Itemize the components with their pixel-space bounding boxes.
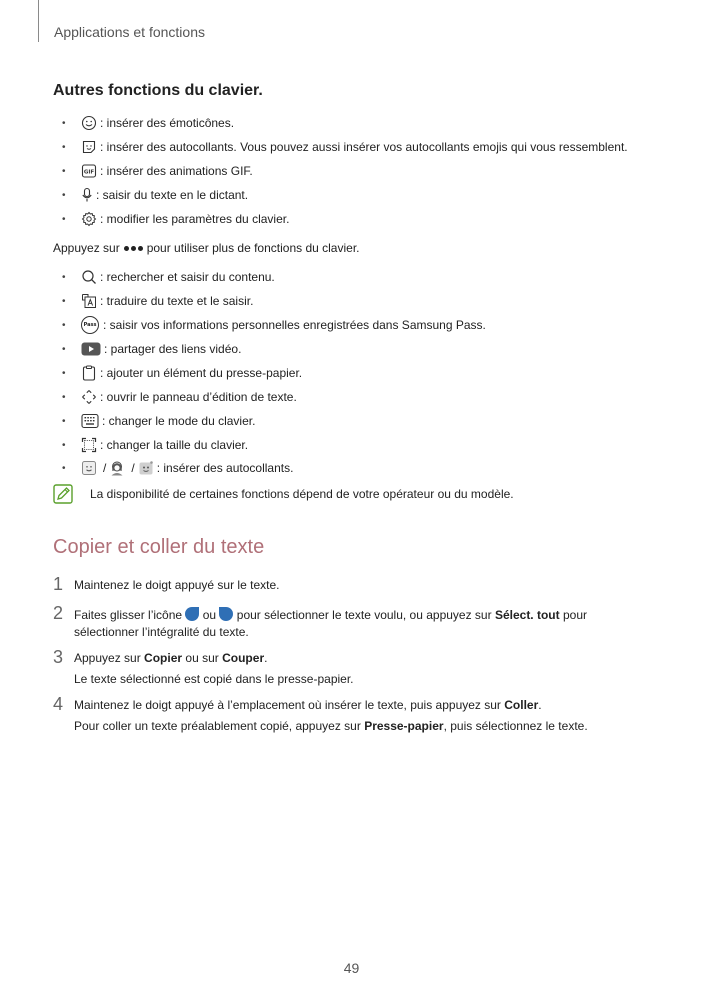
list-item-text: : ouvrir le panneau d’édition de texte.	[100, 390, 297, 404]
list-item-text: : modifier les paramètres du clavier.	[100, 212, 290, 226]
bullet: •	[62, 271, 66, 283]
text-segment: pour	[562, 608, 588, 622]
text-edit-icon	[81, 389, 97, 405]
pass-icon-label: Pass	[83, 322, 97, 328]
avatar-icon	[109, 460, 125, 476]
bullet: •	[62, 165, 66, 177]
list-item-text: : traduire du texte et le saisir.	[100, 294, 254, 308]
note	[53, 484, 653, 504]
clipboard-icon	[81, 365, 97, 381]
list-item-text: : insérer des animations GIF.	[100, 164, 253, 178]
text-segment: pour sélectionner le texte voulu, ou appuyez sur	[236, 608, 492, 622]
gear-icon	[81, 211, 97, 227]
list-item-text: : partager des liens vidéo.	[104, 342, 242, 356]
sticker-icon	[81, 460, 97, 476]
pass-icon	[81, 316, 99, 334]
selection-handle-left-icon	[185, 607, 199, 621]
keyboard-mode-icon	[81, 413, 99, 429]
page-number: 49	[343, 960, 360, 976]
step-text-line-1	[74, 651, 267, 665]
step-number: 4	[53, 694, 64, 714]
text-segment: .	[264, 651, 268, 665]
video-icon	[81, 341, 101, 357]
svg-text:GIF: GIF	[83, 169, 95, 176]
bullet: •	[62, 415, 66, 427]
text-segment: ou	[202, 608, 217, 622]
sticker-icon	[81, 139, 97, 155]
select-all-label: Sélect. tout	[494, 608, 560, 622]
text-segment: ou sur	[185, 651, 219, 665]
bullet: •	[62, 343, 66, 355]
step-text-line-2	[74, 719, 588, 733]
step-number: 3	[53, 647, 64, 667]
translate-icon	[81, 293, 97, 309]
more-functions-paragraph	[53, 241, 360, 255]
step-text-line-1	[74, 698, 542, 712]
text-segment: .	[538, 698, 542, 712]
more-prefix: Appuyez sur	[53, 241, 120, 255]
text-segment: Appuyez sur	[74, 651, 141, 665]
selection-handle-right-icon	[219, 607, 233, 621]
step-text-line-2: Le texte sélectionné est copié dans le presse-papier.	[74, 672, 354, 686]
bullet: •	[62, 213, 66, 225]
bullet: •	[62, 367, 66, 379]
text-segment: , puis sélectionnez le texte.	[443, 719, 588, 733]
bullet: •	[62, 189, 66, 201]
step-number: 1	[53, 574, 64, 594]
list-item-text: : saisir vos informations personnelles enregistrées dans Samsung Pass.	[103, 318, 486, 332]
list-item-text: : rechercher et saisir du contenu.	[100, 270, 275, 284]
more-suffix: pour utiliser plus de fonctions du clavier.	[146, 241, 360, 255]
resize-icon	[81, 437, 97, 453]
bullet: •	[62, 117, 66, 129]
step-number: 2	[53, 603, 64, 623]
sticker-pack-icon	[138, 460, 154, 476]
emoticon-icon	[81, 115, 97, 131]
step-text-line-1	[74, 607, 587, 622]
note-text: La disponibilité de certaines fonctions dépend de votre opérateur ou du modèle.	[90, 487, 514, 501]
bullet: •	[62, 141, 66, 153]
section-heading-keyboard: Autres fonctions du clavier.	[53, 82, 263, 99]
microphone-icon	[81, 187, 93, 203]
cut-label: Couper	[222, 651, 265, 665]
list-item-text: : insérer des autocollants.	[156, 461, 294, 475]
section-title-copy-paste: Copier et coller du texte	[53, 536, 265, 558]
list-item-text: : insérer des autocollants. Vous pouvez aussi insérer vos autocollants emojis qui vous ressemblent.	[100, 140, 628, 154]
step-text-line-2: sélectionner l’intégralité du texte.	[74, 625, 249, 639]
bullet: •	[62, 319, 66, 331]
header-rule	[38, 0, 39, 42]
step-text: Maintenez le doigt appuyé sur le texte.	[74, 578, 280, 592]
paste-label: Coller	[504, 698, 539, 712]
list-item-text: : changer le mode du clavier.	[102, 414, 256, 428]
bullet: •	[62, 439, 66, 451]
copy-label: Copier	[144, 651, 183, 665]
text-segment: Pour coller un texte préalablement copié, appuyez sur	[74, 719, 361, 733]
more-options-icon	[124, 246, 143, 251]
clipboard-label: Presse-papier	[364, 719, 444, 733]
search-icon	[81, 269, 97, 285]
list-item-text: : changer la taille du clavier.	[100, 438, 249, 452]
note-pencil-icon	[53, 484, 73, 504]
list-item-text: : insérer des émoticônes.	[100, 116, 235, 130]
gif-icon	[81, 163, 97, 179]
text-segment: Faites glisser l’icône	[74, 608, 183, 622]
bullet: •	[62, 391, 66, 403]
bullet: •	[62, 462, 66, 474]
list-item-text: : ajouter un élément du presse-papier.	[100, 366, 303, 380]
page-header: Applications et fonctions	[54, 24, 205, 40]
bullet: •	[62, 295, 66, 307]
text-segment: Maintenez le doigt appuyé à l’emplacement où insérer le texte, puis appuyez sur	[74, 698, 501, 712]
separator: /	[103, 461, 107, 475]
separator: /	[131, 461, 135, 475]
list-item-text: : saisir du texte en le dictant.	[96, 188, 249, 202]
